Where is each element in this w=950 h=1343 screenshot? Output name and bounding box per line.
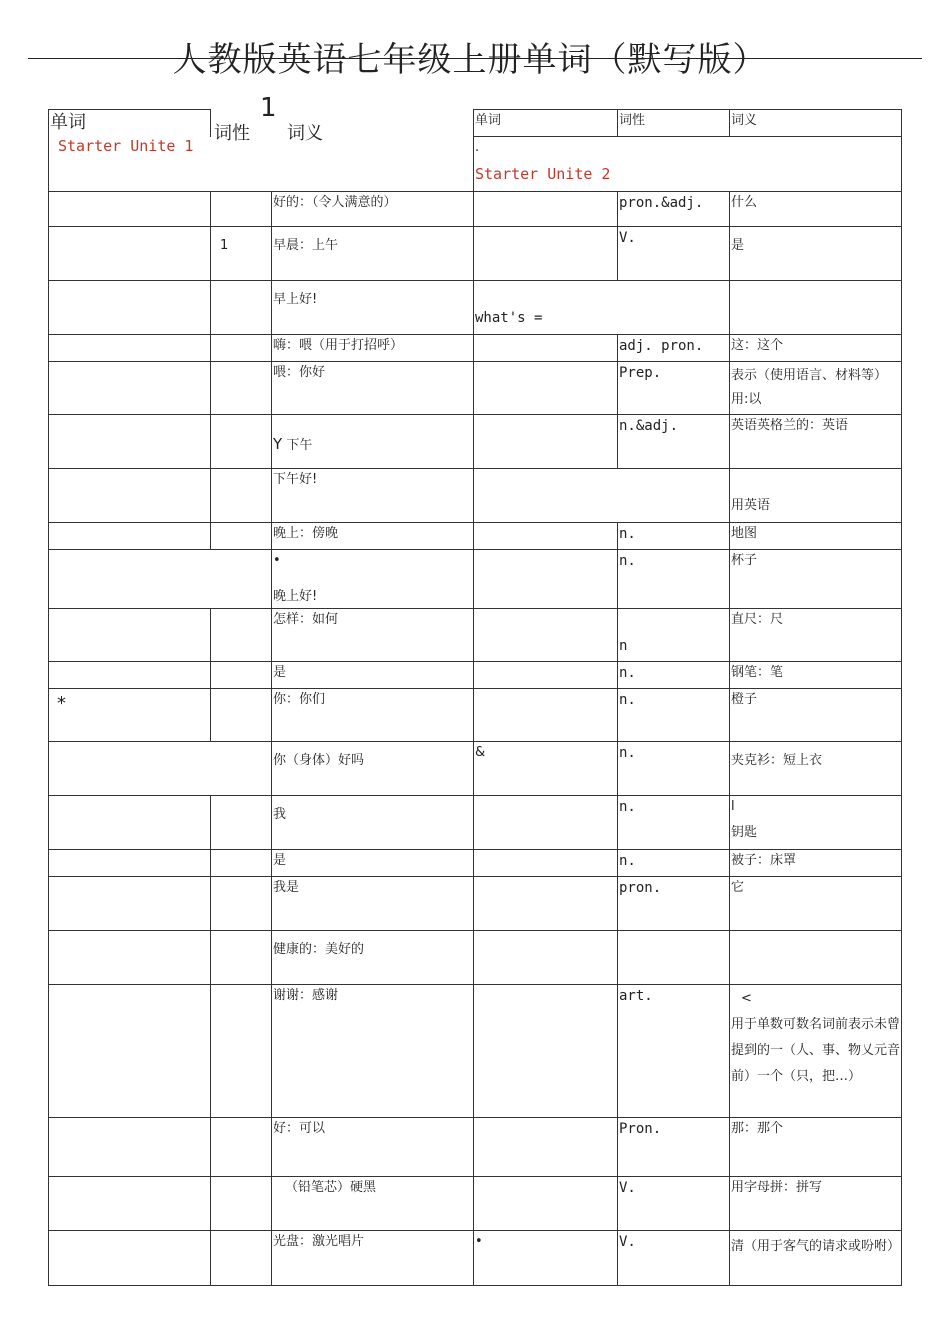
- page-title: 人教版英语七年级上册单词（默写版）: [172, 40, 768, 80]
- pos-cell: [211, 523, 272, 550]
- table-row: [49, 415, 902, 469]
- header-right-pos: 词性: [618, 110, 730, 137]
- word-cell: [49, 931, 211, 985]
- meaning-cell: 是: [272, 850, 474, 877]
- word-cell: [474, 985, 618, 1118]
- word-cell: [474, 415, 618, 469]
- meaning-cell: 我: [272, 796, 474, 850]
- table-row: [49, 523, 902, 550]
- pos-cell: V.: [618, 1231, 730, 1286]
- word-cell: [49, 227, 211, 281]
- meaning-cell: 英语英格兰的：英语: [730, 415, 902, 469]
- table-row: [49, 550, 902, 609]
- word-cell: [474, 192, 618, 227]
- pos-cell: [211, 850, 272, 877]
- table-row: [49, 931, 902, 985]
- meaning-cell: 谢谢：感谢: [272, 985, 474, 1118]
- pos-cell: [211, 689, 272, 742]
- table-row: [49, 689, 902, 742]
- meaning-cell: < 用于单数可数名词前表示未曾提到的一（人、事、物乂元音前）一个（只，把…）: [730, 985, 902, 1118]
- meaning-cell: 你（身体）好吗: [272, 742, 474, 796]
- pos-cell: n.: [618, 796, 730, 850]
- word-cell: [474, 877, 618, 931]
- word-cell: [474, 689, 618, 742]
- word-cell: [474, 609, 618, 662]
- word-cell: [49, 415, 211, 469]
- meaning-cell: 它: [730, 877, 902, 931]
- word-cell: [49, 523, 211, 550]
- pos-cell: n.: [618, 523, 730, 550]
- word-cell: *: [49, 689, 211, 742]
- word-cell: [474, 1118, 618, 1177]
- meaning-cell: 用英语: [730, 469, 902, 523]
- word-cell: [474, 850, 618, 877]
- pos-cell: n.: [618, 689, 730, 742]
- meaning-cell: 用字母拼：拼写: [730, 1177, 902, 1231]
- pos-cell: n.&adj.: [618, 415, 730, 469]
- table-row: [49, 362, 902, 415]
- meaning-cell: 那：那个: [730, 1118, 902, 1177]
- header-left-meaning-label: 词义: [287, 122, 323, 144]
- meaning-cell: 你：你们: [272, 689, 474, 742]
- meaning-cell: 晚上：傍晚: [272, 523, 474, 550]
- meaning-cell: • 晚上好!: [272, 550, 474, 609]
- table-row: [49, 281, 902, 335]
- word-cell: [49, 662, 211, 689]
- word-cell: [49, 877, 211, 931]
- meaning-cell: [730, 281, 902, 335]
- header-right-word: 单词: [474, 110, 618, 137]
- meaning-cell: 钢笔：笔: [730, 662, 902, 689]
- pos-cell: [211, 192, 272, 227]
- pos-cell: [618, 931, 730, 985]
- table-row: [49, 850, 902, 877]
- pos-cell: n: [618, 609, 730, 662]
- meaning-cell: 夹克衫：短上衣: [730, 742, 902, 796]
- meaning-cell: 地图: [730, 523, 902, 550]
- meaning-cell: （铅笔芯）硬黑: [272, 1177, 474, 1231]
- pos-cell: [211, 985, 272, 1118]
- word-cell: [49, 335, 211, 362]
- pos-cell: [211, 1177, 272, 1231]
- table-row: [49, 796, 902, 850]
- word-cell: [49, 550, 272, 609]
- pos-cell: [211, 335, 272, 362]
- meaning-cell: 好：可以: [272, 1118, 474, 1177]
- header-row: [49, 110, 902, 137]
- pos-cell: [211, 469, 272, 523]
- meaning-cell: 早晨：上午: [272, 227, 474, 281]
- word-cell: [474, 796, 618, 850]
- word-cell: [474, 662, 618, 689]
- word-cell: [474, 469, 730, 523]
- meaning-cell: 是: [730, 227, 902, 281]
- pos-cell: pron.: [618, 877, 730, 931]
- word-cell: [474, 227, 618, 281]
- table-row: [49, 335, 902, 362]
- word-cell: &: [474, 742, 618, 796]
- table-row: [49, 742, 902, 796]
- word-cell: [49, 281, 211, 335]
- pos-cell: [211, 877, 272, 931]
- header-left-pos-label: 词性: [214, 122, 250, 144]
- pos-cell: [211, 281, 272, 335]
- meaning-cell: 早上好!: [272, 281, 474, 335]
- meaning-cell: [730, 931, 902, 985]
- word-cell: [474, 1177, 618, 1231]
- word-cell: [49, 850, 211, 877]
- meaning-cell: 是: [272, 662, 474, 689]
- table-row: [49, 227, 902, 281]
- pos-cell: n.: [618, 662, 730, 689]
- meaning-cell: 被子：床罩: [730, 850, 902, 877]
- section-right: . Starter Unite 2: [474, 137, 902, 192]
- meaning-cell: 光盘：激光唱片: [272, 1231, 474, 1286]
- pos-cell: [211, 662, 272, 689]
- pos-cell: art.: [618, 985, 730, 1118]
- meaning-cell: 橙子: [730, 689, 902, 742]
- section-right-title: Starter Unite 2: [475, 165, 611, 183]
- section-row: [49, 137, 902, 192]
- word-cell: [49, 1118, 211, 1177]
- pos-cell: Prep.: [618, 362, 730, 415]
- word-cell: [49, 985, 211, 1118]
- header-left-marker: 1: [260, 92, 277, 123]
- pos-cell: [211, 415, 272, 469]
- meaning-cell: l 钥匙: [730, 796, 902, 850]
- table-row: [49, 877, 902, 931]
- table-row: [49, 469, 902, 523]
- meaning-cell: 好的：（令人满意的）: [272, 192, 474, 227]
- word-cell: what's =: [474, 281, 730, 335]
- vocab-table: [48, 92, 902, 1286]
- table-row: [49, 192, 902, 227]
- table-row: [49, 662, 902, 689]
- word-cell: [474, 362, 618, 415]
- header-left-word: 单词: [49, 110, 211, 137]
- pos-cell: V.: [618, 227, 730, 281]
- table-row: [49, 1231, 902, 1286]
- meaning-cell: 直尺：尺: [730, 609, 902, 662]
- pos-cell: pron.&adj.: [618, 192, 730, 227]
- header-right-meaning: 词义: [730, 110, 902, 137]
- pos-cell: [211, 362, 272, 415]
- word-cell: [474, 931, 618, 985]
- meaning-cell: Y 下午: [272, 415, 474, 469]
- table-row: [49, 609, 902, 662]
- word-cell: •: [474, 1231, 618, 1286]
- pos-cell: Pron.: [618, 1118, 730, 1177]
- meaning-cell: 杯子: [730, 550, 902, 609]
- word-cell: [49, 192, 211, 227]
- meaning-cell: 嗨：喂（用于打招呼）: [272, 335, 474, 362]
- word-cell: [49, 1231, 211, 1286]
- meaning-cell: 这：这个: [730, 335, 902, 362]
- pos-cell: n.: [618, 742, 730, 796]
- section-left-title: Starter Unite 1: [58, 136, 194, 155]
- pos-cell: V.: [618, 1177, 730, 1231]
- pos-cell: [211, 931, 272, 985]
- word-cell: [49, 1177, 211, 1231]
- meaning-cell: 怎样：如何: [272, 609, 474, 662]
- word-cell: [49, 362, 211, 415]
- word-cell: [49, 742, 272, 796]
- word-cell: [474, 335, 618, 362]
- pos-cell: [211, 796, 272, 850]
- meaning-cell: 表示（使用语言、材料等）用:以: [730, 362, 902, 415]
- meaning-cell: 喂：你好: [272, 362, 474, 415]
- word-cell: [474, 550, 618, 609]
- pos-cell: adj. pron.: [618, 335, 730, 362]
- pos-cell: [211, 1231, 272, 1286]
- word-cell: [49, 609, 211, 662]
- word-cell: [474, 523, 618, 550]
- table-row: [49, 985, 902, 1118]
- table-row: [49, 1177, 902, 1231]
- pos-cell: [211, 1118, 272, 1177]
- meaning-cell: 健康的：美好的: [272, 931, 474, 985]
- word-cell: [49, 469, 211, 523]
- meaning-cell: 我是: [272, 877, 474, 931]
- pos-cell: [211, 609, 272, 662]
- meaning-cell: 什么: [730, 192, 902, 227]
- pos-cell: n.: [618, 850, 730, 877]
- meaning-cell: 下午好!: [272, 469, 474, 523]
- meaning-cell: 清（用于客气的请求或吩咐）: [730, 1231, 902, 1286]
- table-row: [49, 1118, 902, 1177]
- word-cell: [49, 796, 211, 850]
- pos-cell: 1: [211, 227, 272, 281]
- pos-cell: n.: [618, 550, 730, 609]
